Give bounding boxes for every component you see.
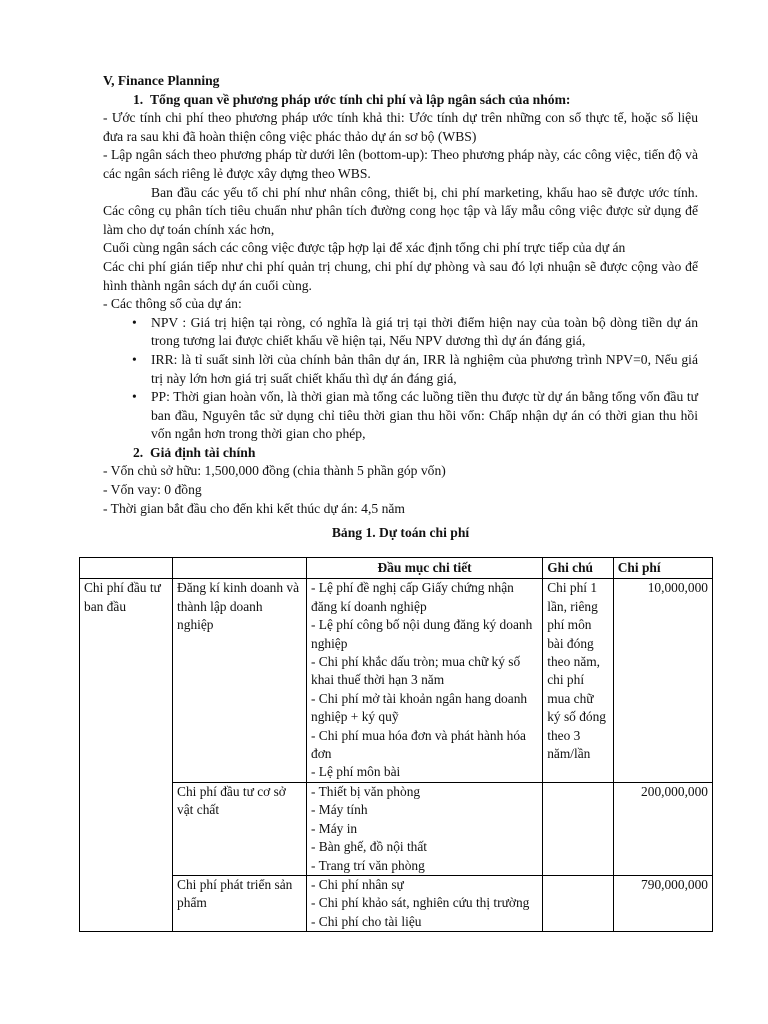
- paragraph-parameters: - Các thông số của dự án:: [103, 296, 242, 312]
- detail-line: - Thiết bị văn phòng: [311, 783, 421, 799]
- category-cell: Chi phí đầu tư cơ sở vật chất: [173, 782, 307, 875]
- detail-line: - Bàn ghế, đồ nội thất: [311, 839, 428, 855]
- table-row: [80, 579, 713, 782]
- budget-table: [79, 557, 713, 932]
- table-title: Bảng 1. Dự toán chi phí: [331, 525, 470, 541]
- header-note: Ghi chú: [543, 558, 614, 579]
- paragraph-indirect-costs: Các chi phí gián tiếp như chi phí quản trị chung, chi phí dự phòng và sau đó lợi nhuận sẽ được cộng vào để hình thành ngân sách dự án cuối cùng.: [103, 258, 698, 293]
- details-cell: [307, 579, 543, 782]
- detail-line: - Chi phí mở tài khoản ngân hang doanh nghiệp + ký quỹ: [311, 690, 528, 725]
- header-cell-blank-1: [80, 558, 173, 579]
- header-cell-blank-2: [173, 558, 307, 579]
- note-cell: [543, 875, 614, 931]
- assumption-equity: - Vốn chủ sở hữu: 1,500,000 đồng (chia thành 5 phần góp vốn): [103, 463, 446, 479]
- table-header-row: [80, 558, 713, 579]
- details-cell: [307, 782, 543, 875]
- paragraph-bottom-up: - Lập ngân sách theo phương pháp từ dưới lên (bottom-up): Theo phương pháp này, các công việc, tiến độ và các ngân sách riêng lẻ được xây dựng theo WBS.: [103, 147, 698, 181]
- paragraph-cost-factors: Ban đầu các yếu tố chi phí như nhân công, thiết bị, chi phí marketing, khấu hao sẽ được ước tính. Các công cụ phân tích tiêu chuẩn như phân tích đường cong học tập và lấy mẫu công việc được sử dụng để làm cho dự toán chính xác hơn,: [103, 184, 698, 237]
- detail-line: - Chi phí khắc dấu tròn; mua chữ ký số khai thuế thời hạn 3 năm: [311, 654, 521, 688]
- details-cell: [307, 875, 543, 931]
- list-item-npv: [132, 314, 698, 351]
- detail-line: - Lệ phí đề nghị cấp Giấy chứng nhận đăng kí doanh nghiệp: [311, 580, 514, 614]
- section-title: V, Finance Planning: [103, 73, 220, 88]
- header-details: Đầu mục chi tiết: [307, 558, 543, 579]
- assumption-duration: - Thời gian bắt đầu cho đến khi kết thúc dự án: 4,5 năm: [103, 500, 405, 516]
- category-cell: Chi phí phát triển sản phẩm: [173, 875, 307, 931]
- detail-line: - Máy tính: [311, 802, 368, 818]
- note-cell: [543, 782, 614, 875]
- subsection-title-2: 2. Giả định tài chính: [133, 444, 256, 460]
- subsection-title-1: 1. Tổng quan về phương pháp ước tính chi phí và lập ngân sách của nhóm:: [133, 91, 571, 107]
- category-cell: Đăng kí kinh doanh và thành lập doanh nghiệp: [173, 579, 307, 782]
- table-row: [80, 782, 713, 875]
- detail-line: - Máy in: [311, 820, 358, 836]
- parameter-list: [103, 314, 698, 444]
- amount-cell: 790,000,000: [613, 875, 712, 931]
- note-cell: Chi phí 1 lần, riêng phí môn bài đóng theo năm, chi phí mua chữ ký số đóng theo 3 năm/lần: [543, 579, 614, 782]
- document-body: [103, 72, 698, 545]
- list-item-text: NPV : Giá trị hiện tại ròng, có nghĩa là giá trị tại thời điểm hiện nay của toàn bộ dòng tiền dự án trong tương lai được chiết khấu về hiện tại, Nếu NPV dương thì dự án đáng giá,: [151, 314, 698, 349]
- list-item-text: IRR: là tỉ suất sinh lời của chính bản thân dự án, IRR là nghiệm của phương trình NPV=0, Nếu giá trị này lớn hơn giá trị suất chiết khấu thì dự án đáng giá,: [151, 351, 698, 386]
- detail-line: - Chi phí khảo sát, nghiên cứu thị trường: [311, 895, 530, 911]
- table-row: [80, 875, 713, 931]
- bullet-icon: •: [132, 351, 137, 367]
- list-item-text: PP: Thời gian hoàn vốn, là thời gian mà tổng các luồng tiền thu được từ dự án bằng tổng vốn đầu tư ban đầu, Nguyên tắc sử dụng chỉ tiêu thời gian thu hồi vốn: Chấp nhận dự án có thời gian thu hồi vốn ngắn hơn trong thời gian cho phép,: [151, 389, 698, 442]
- header-amount: Chi phí: [613, 558, 712, 579]
- detail-line: - Chi phí mua hóa đơn và phát hành hóa đơn: [311, 727, 526, 762]
- list-item-pp: [132, 388, 698, 444]
- paragraph-estimation: - Ước tính chi phí theo phương pháp ước tính khả thi: Ước tính dự trên những con số thực tế, hoặc số liệu đưa ra sau khi đã hoàn thiện công việc phác thảo dự án sơ bộ (WBS): [103, 110, 698, 144]
- bullet-icon: •: [132, 314, 137, 330]
- detail-line: - Chi phí cho tài liệu: [311, 913, 422, 929]
- detail-line: - Trang trí văn phòng: [311, 857, 425, 873]
- detail-line: - Lệ phí công bố nội dung đăng ký doanh nghiệp: [311, 617, 533, 651]
- amount-cell: 200,000,000: [613, 782, 712, 875]
- bullet-icon: •: [132, 389, 137, 405]
- amount-cell: 10,000,000: [613, 579, 712, 782]
- group-cell: Chi phí đầu tư ban đầu: [80, 579, 173, 932]
- detail-line: - Chi phí nhân sự: [311, 876, 404, 892]
- list-item-irr: [132, 351, 698, 388]
- detail-line: - Lệ phí môn bài: [311, 764, 401, 780]
- assumption-loan: - Vốn vay: 0 đồng: [103, 482, 202, 498]
- paragraph-aggregate: Cuối cùng ngân sách các công việc được tập hợp lại để xác định tổng chi phí trực tiếp của dự án: [103, 240, 626, 256]
